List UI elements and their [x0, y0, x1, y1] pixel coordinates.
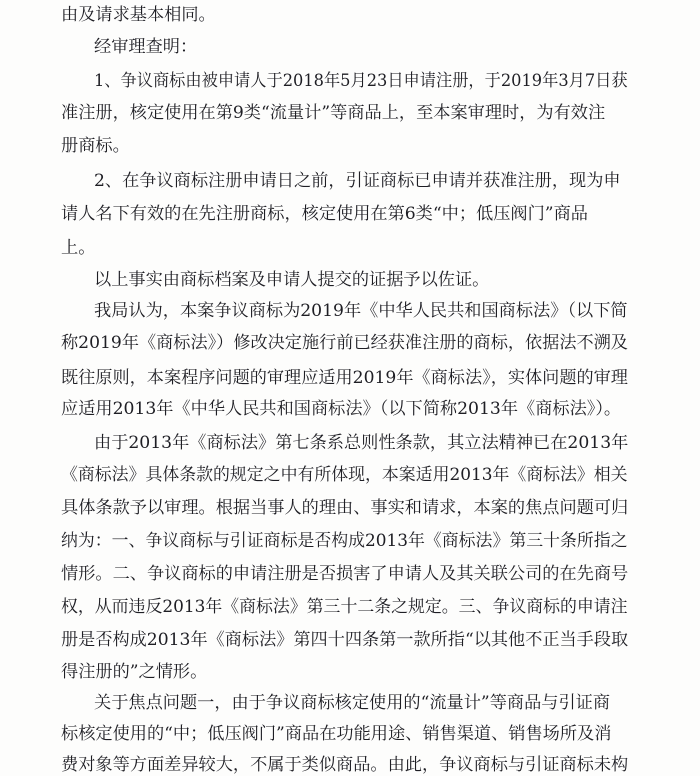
- text-line: 关于焦点问题一，由于争议商标核定使用的“流量计”等商品与引证商: [94, 693, 611, 713]
- text-line: 册商标。: [61, 136, 130, 156]
- text-line: 纳为：一、争议商标与引证商标是否构成2013年《商标法》第三十条所指之: [61, 531, 628, 551]
- text-line: 由及请求基本相同。: [61, 5, 216, 25]
- text-line: 册是否构成2013年《商标法》第四十四条第一款所指“以其他不正当手段取: [61, 630, 629, 650]
- text-line: 标核定使用的“中；低压阀门”商品在功能用途、销售渠道、销售场所及消: [61, 724, 612, 744]
- text-line: 既往原则，本案程序问题的审理应适用2019年《商标法》，实体问题的审理: [61, 368, 628, 388]
- text-line: 得注册的”之情形。: [61, 662, 208, 682]
- text-line: 请人名下有效的在先注册商标，核定使用在第6类“中；低压阀门”商品: [61, 204, 588, 224]
- text-line: 《商标法》具体条款的规定之中有所体现，本案适用2013年《商标法》相关: [61, 465, 628, 485]
- text-line: 准注册，核定使用在第9类“流量计”等商品上，至本案审理时，为有效注: [61, 103, 606, 123]
- text-line: 费对象等方面差异较大，不属于类似商品。由此，争议商标与引证商标未构: [61, 755, 629, 775]
- text-line: 我局认为，本案争议商标为2019年《中华人民共和国商标法》（以下简: [94, 301, 628, 321]
- text-line: 情形。二、争议商标的申请注册是否损害了申请人及其关联公司的在先商号: [61, 564, 629, 584]
- text-line: 1、争议商标由被申请人于2018年5月23日申请注册，于2019年3月7日获: [94, 71, 628, 91]
- text-line: 2、在争议商标注册申请日之前，引证商标已申请并获准注册，现为申: [94, 171, 621, 191]
- text-line: 由于2013年《商标法》第七条系总则性条款，其立法精神已在2013年: [94, 433, 629, 453]
- text-line: 应适用2013年《中华人民共和国商标法》（以下简称2013年《商标法》）。: [61, 399, 622, 419]
- text-line: 经审理查明：: [94, 37, 198, 57]
- text-line: 称2019年《商标法》）修改决定施行前已经获准注册的商标，依据法不溯及: [61, 333, 628, 353]
- text-line: 具体条款予以审理。根据当事人的理由、事实和请求，本案的焦点问题可归: [61, 498, 629, 518]
- text-line: 权，从而违反2013年《商标法》第三十二条之规定。三、争议商标的申请注: [61, 597, 628, 617]
- text-line: 以上事实由商标档案及申请人提交的证据予以佐证。: [94, 270, 490, 290]
- text-line: 上。: [61, 238, 96, 258]
